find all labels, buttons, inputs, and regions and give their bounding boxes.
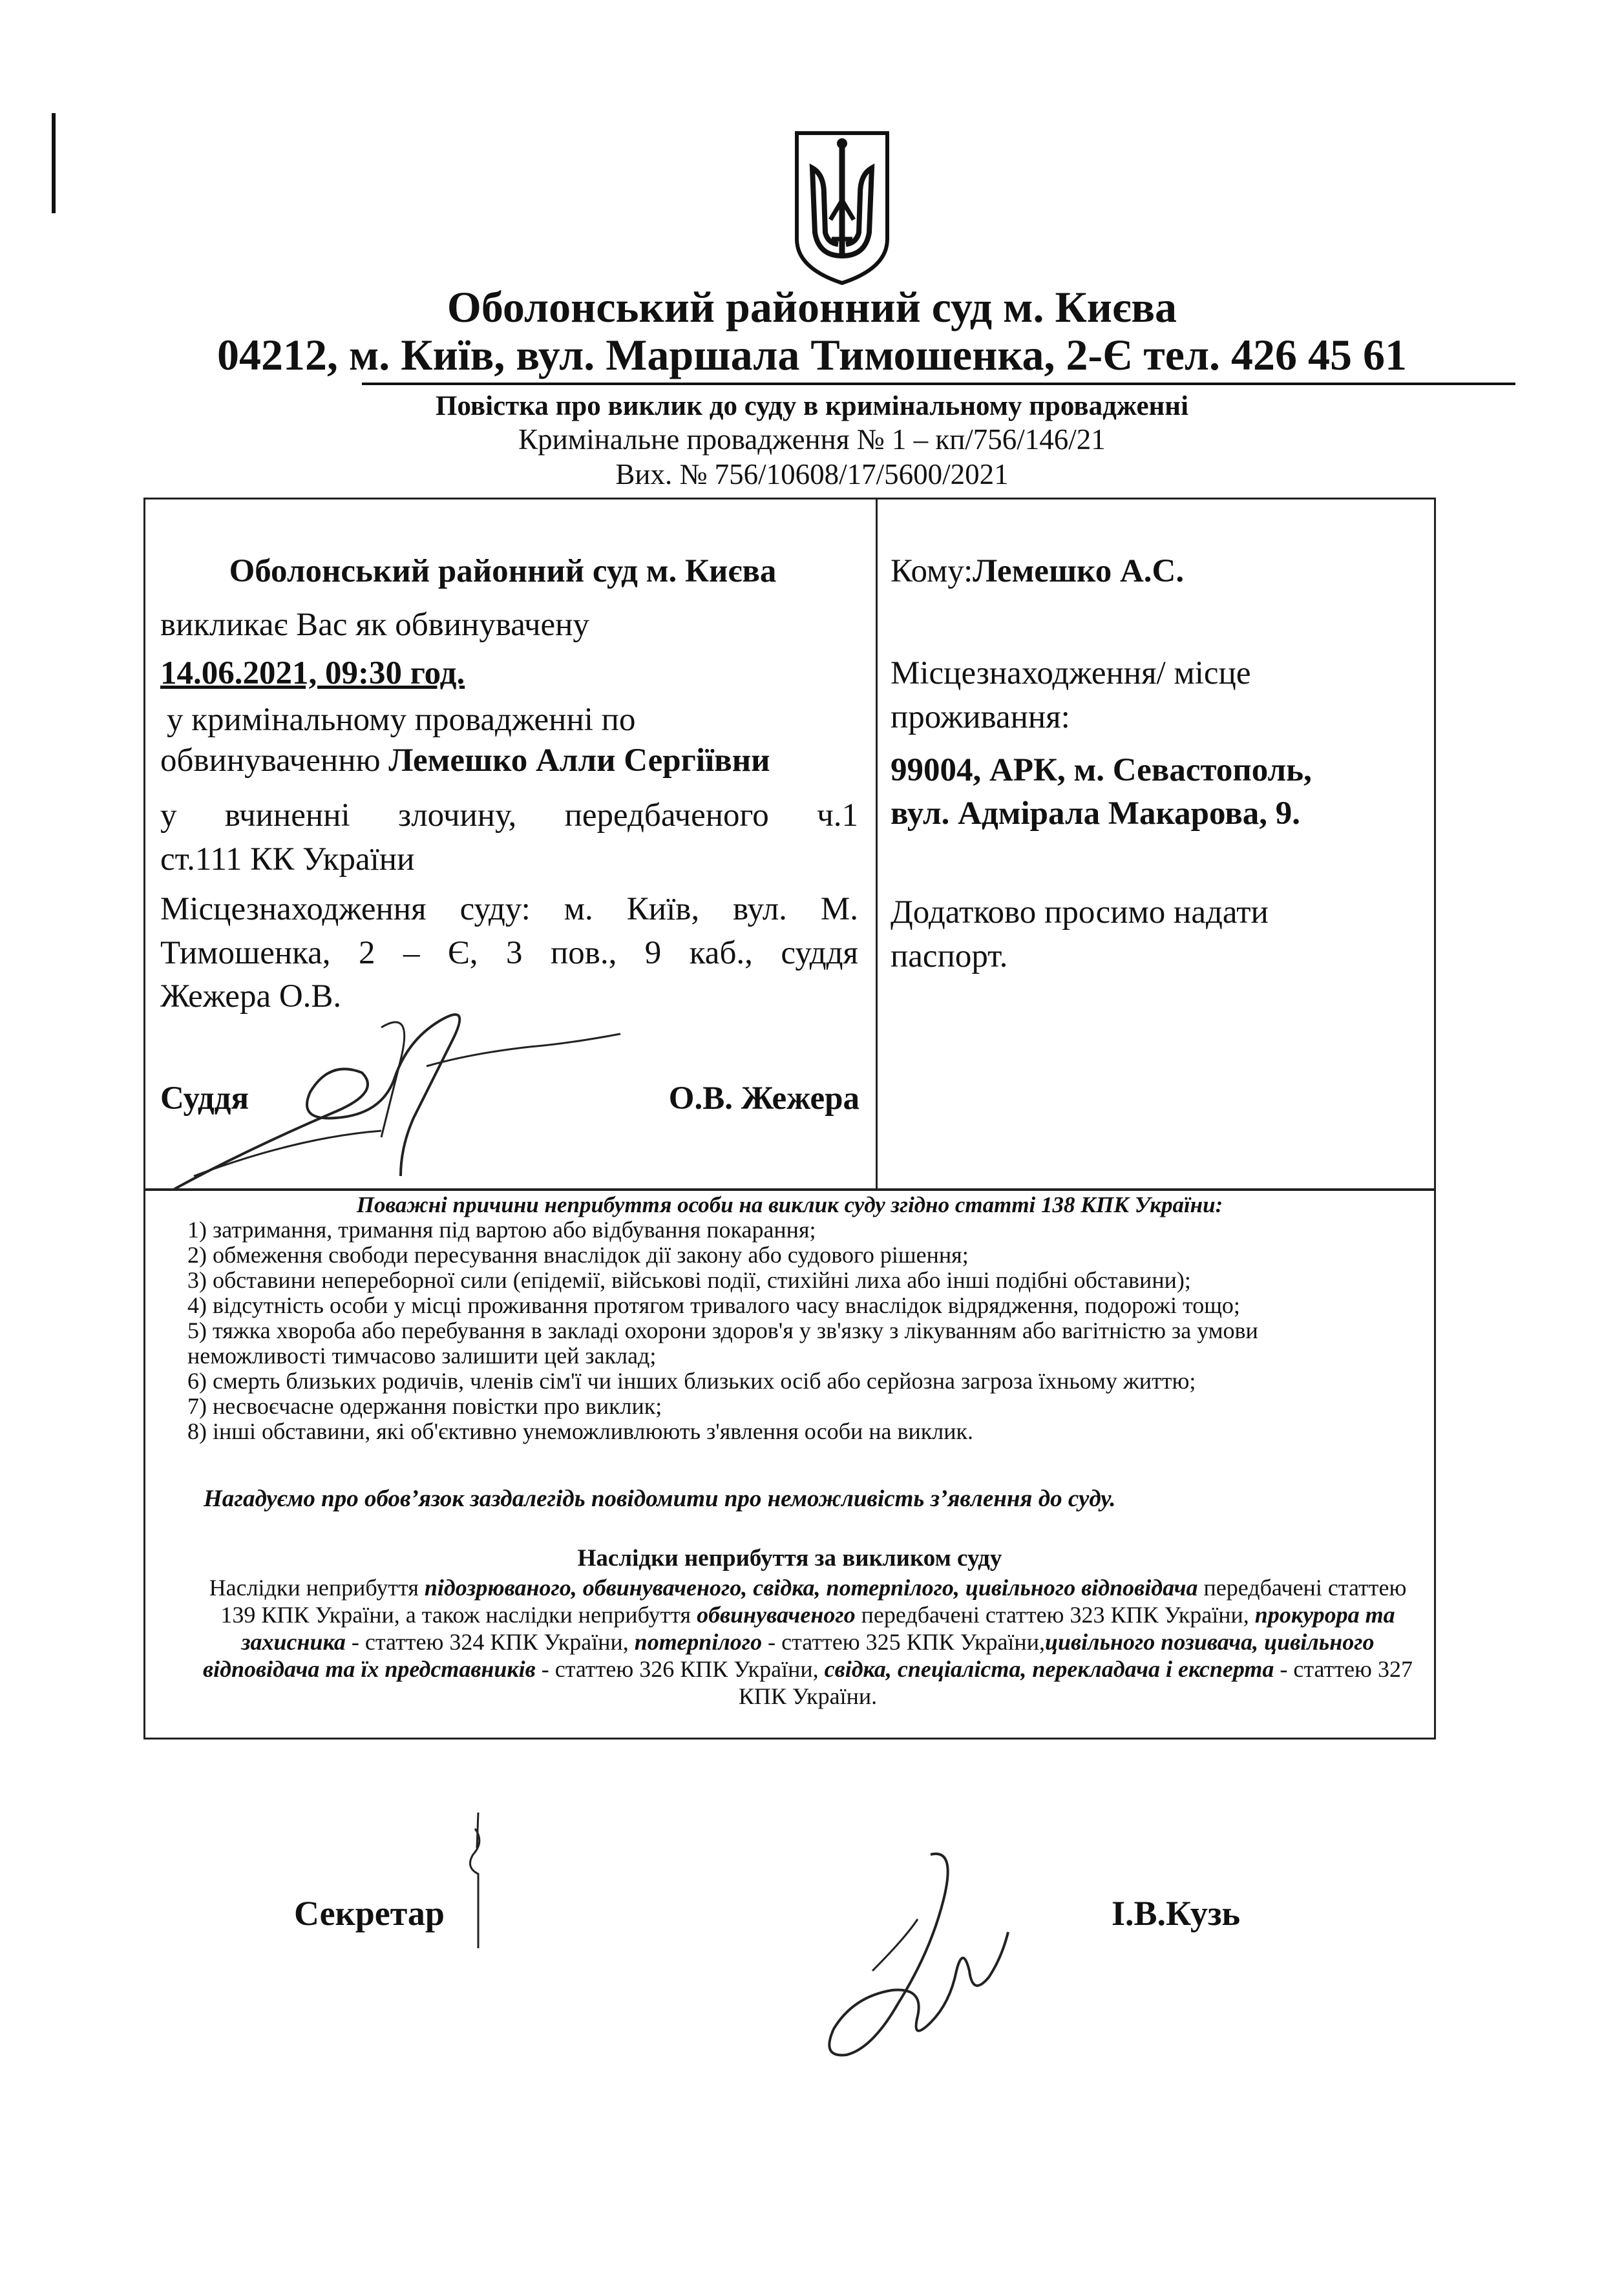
accused-name: Лемешко Алли Сергіївни [388, 742, 770, 779]
consequences-part: підозрюваного, обвинуваченого, свідка, потерпілого, цивільного відповідача [424, 1575, 1198, 1601]
recipient [891, 551, 1420, 592]
consequences-text [194, 1574, 1422, 1710]
outgoing-number: Вих. № 756/10608/17/5600/2021 [615, 458, 1009, 490]
consequences-part: - статтею 327 КПК України. [738, 1656, 1413, 1709]
reminder-notice: Нагадуємо про обов’язок заздалегідь повідомити про неможливість з’явлення до суду. [204, 1486, 1116, 1512]
summon-role: викликає Вас як обвинувачену [160, 607, 589, 643]
header-divider [362, 383, 1515, 385]
crime-description: у вчиненні злочину, передбаченого ч.1 [160, 797, 858, 834]
additional-request: паспорт. [891, 938, 1008, 974]
case-line [160, 740, 858, 781]
consequences-part: передбачені статтею 139 КПК України, а також наслідки неприбуття [220, 1575, 1407, 1628]
court-address: 04212, м. Київ, вул. Маршала Тимошенка, 2-Є тел. 426 45 61 [216, 330, 1408, 379]
case-line: у кримінальному провадженні по [167, 702, 636, 738]
consequences-part: прокурора та захисника [241, 1602, 1395, 1655]
reason-item: 4) відсутність особи у місці проживання протягом тривалого часу внаслідок відрядження, подорожі тощо; [187, 1292, 1240, 1318]
reason-item: неможливості тимчасово залишити цей заклад; [187, 1343, 657, 1369]
judge-label: Суддя [160, 1080, 249, 1117]
reason-item: 2) обмеження свободи пересування внаслідок дії закону або судового рішення; [187, 1242, 969, 1268]
consequences-part: - статтею 326 КПК України, [535, 1656, 825, 1682]
court-location: Тимошенка, 2 – Є, 3 пов., 9 каб., суддя [160, 935, 858, 971]
consequences-part: Наслідки неприбуття [209, 1575, 425, 1601]
reason-item: 1) затримання, тримання під вартою або відбування покарання; [187, 1217, 816, 1243]
summoning-court: Оболонський районний суд м. Києва [229, 553, 777, 589]
reasons-title: Поважні причини неприбуття особи на виклик суду згідно статті 138 КПК України: [356, 1192, 1223, 1217]
case-number: Кримінальне провадження № 1 – кп/756/146/21 [518, 423, 1106, 456]
coat-of-arms-icon [793, 129, 891, 286]
secretary-signature [808, 1842, 1015, 2074]
judge-signature [168, 982, 633, 1202]
consequences-part: - статтею 325 КПК України, [762, 1629, 1045, 1655]
hearing-date: 14.06.2021, 09:30 год. [160, 655, 465, 691]
consequences-part: передбачені статтею 323 КПК України, [855, 1602, 1255, 1628]
consequences-part: - статтею 324 КПК України, [345, 1629, 635, 1655]
recipient-prefix: Кому: [891, 553, 973, 589]
reason-item: 3) обставини непереборної сили (епідемії, військові події, стихійні лиха або інші подібні обставини); [187, 1267, 1191, 1293]
crime-article: ст.111 КК України [160, 841, 415, 878]
additional-request: Додатково просимо надати [891, 894, 1269, 930]
residence-label: Місцезнаходження/ місце [891, 655, 1251, 691]
consequences-part: потерпілого [634, 1629, 763, 1655]
consequences-title: Наслідки неприбуття за викликом суду [577, 1545, 1002, 1571]
secretary-label: Секретар [294, 1894, 445, 1933]
secretary-name: І.В.Кузь [1112, 1894, 1241, 1933]
reason-item: 6) смерть близьких родичів, членів сім'ї чи інших близьких осіб або серйозна загроза їхньому життю; [187, 1368, 1196, 1394]
court-location: Місцезнаходження суду: м. Київ, вул. М. [160, 891, 858, 927]
summons-title: Повістка про виклик до суду в кримінальному провадженні [435, 391, 1189, 421]
recipient-address: вул. Адмірала Макарова, 9. [891, 795, 1300, 832]
consequences-part: свідка, спеціаліста, перекладача і експерта [824, 1656, 1274, 1682]
recipient-name: Лемешко А.С. [973, 553, 1185, 589]
reason-item: 5) тяжка хвороба або перебування в закладі охорони здоров'я у зв'язку з лікуванням або вагітністю за умови [187, 1318, 1258, 1343]
residence-label: проживання: [891, 699, 1070, 735]
consequences-part: обвинуваченого [697, 1602, 856, 1628]
court-location: Жежера О.В. [160, 978, 342, 1014]
case-line-prefix: обвинуваченню [160, 742, 389, 779]
judge-name: О.В. Жежера [668, 1080, 859, 1117]
reason-item: 7) несвоєчасне одержання повістки про виклик; [187, 1393, 662, 1419]
court-name-heading: Оболонський районний суд м. Києва [447, 282, 1177, 331]
table-column-divider [876, 498, 878, 1190]
reason-item: 8) інші обставини, які об'єктивно унеможливлюють з'явлення особи на виклик. [187, 1418, 973, 1444]
scan-artifact-mark [52, 113, 56, 213]
consequences-part: цивільного позивача, цивільного відповідача та їх представників [203, 1629, 1375, 1682]
vertical-pen-mark [459, 1809, 498, 1951]
recipient-address: 99004, АРК, м. Севастополь, [891, 752, 1312, 788]
